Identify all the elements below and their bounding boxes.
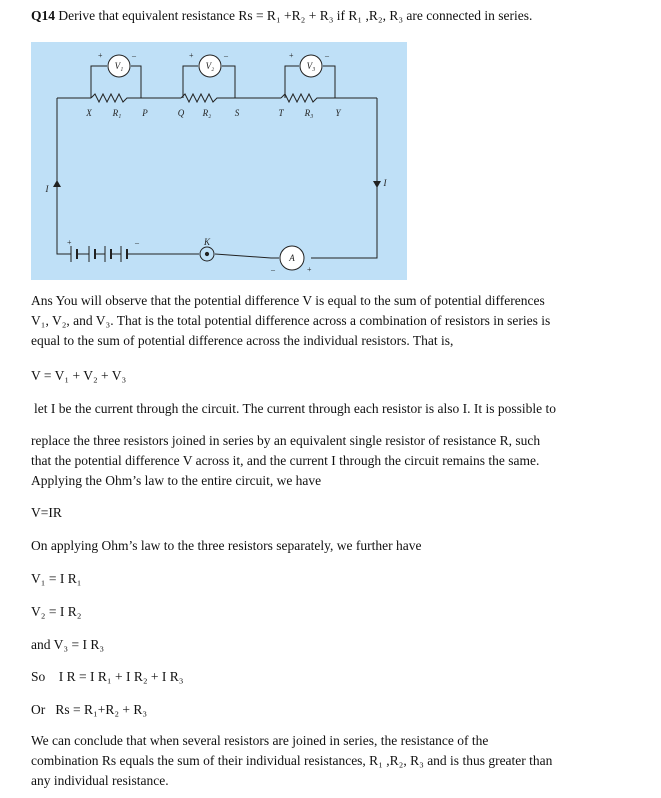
paragraph-line: replace the three resistors joined in series by an equivalent single resistor of resistance R, such bbox=[31, 433, 541, 448]
resistor-3-label: R₃ bbox=[304, 108, 314, 118]
ammeter-label: A bbox=[289, 253, 295, 263]
equation-v3: and V₃ = I R₃ bbox=[31, 637, 105, 652]
right-wire bbox=[311, 98, 377, 258]
question-text: Derive that equivalent resistance Rs = R₁ +R₂ + R₃ if R₁ ,R₂, R₃ are connected in series. bbox=[58, 8, 533, 23]
resistor-1 bbox=[91, 94, 151, 102]
equation-sum-row bbox=[31, 667, 183, 687]
conclusion-paragraph bbox=[31, 731, 552, 791]
point-t-label: T bbox=[278, 108, 284, 118]
resistor-2 bbox=[181, 94, 243, 102]
resistor-1-label: R₁ bbox=[112, 108, 122, 118]
current-arrowhead-left bbox=[53, 180, 61, 187]
equivalent-paragraph bbox=[31, 431, 540, 491]
battery-plus: + bbox=[67, 238, 72, 247]
equation-ir-sum: I R = I R₁ + I R₂ + I R₃ bbox=[58, 669, 184, 684]
resistor-3 bbox=[281, 94, 347, 102]
equation-prefix-or: Or bbox=[31, 702, 46, 717]
voltmeter-1-minus: – bbox=[132, 51, 136, 60]
key-dot bbox=[205, 252, 208, 255]
answer-line: V₁, V₂, and V₃. That is the total potential difference across a combination of resistors in series is bbox=[31, 313, 551, 328]
equation-result-row bbox=[31, 700, 147, 720]
paragraph-line: that the potential difference V across it, and the current I through the circuit remains the same. bbox=[31, 453, 540, 468]
battery-minus: – bbox=[135, 238, 139, 247]
voltmeter-1-plus: + bbox=[98, 51, 103, 60]
battery-icon bbox=[71, 246, 141, 262]
circuit-diagram bbox=[31, 42, 407, 280]
equation-v2: V₂ = I R₂ bbox=[31, 604, 82, 619]
voltmeter-2-minus: – bbox=[224, 51, 228, 60]
voltmeter-3-lead-right bbox=[323, 66, 335, 98]
voltmeter-2-label: V₂ bbox=[205, 61, 215, 71]
voltmeter-3-lead-left bbox=[285, 66, 299, 98]
point-s-label: S bbox=[234, 108, 240, 118]
conclusion-line: any individual resistance. bbox=[31, 773, 169, 788]
wire-key-ammeter bbox=[215, 254, 279, 258]
equation-v-sum: V = V₁ + V₂ + V₃ bbox=[31, 368, 127, 383]
circuit-svg bbox=[31, 42, 407, 280]
voltmeter-3-label: V₃ bbox=[306, 61, 316, 71]
current-label-left: I bbox=[45, 184, 49, 194]
equation-prefix-so: So bbox=[31, 669, 46, 684]
answer-line: Ans You will observe that the potential difference V is equal to the sum of potential differences bbox=[31, 293, 545, 308]
current-label-right: I bbox=[383, 178, 387, 188]
voltmeter-3-plus: + bbox=[289, 51, 294, 60]
question bbox=[31, 8, 532, 24]
conclusion-line: We can conclude that when several resistors are joined in series, the resistance of the bbox=[31, 733, 489, 748]
voltmeter-2-plus: + bbox=[189, 51, 194, 60]
voltmeter-3-minus: – bbox=[325, 51, 329, 60]
voltmeter-1-lead-right bbox=[131, 66, 141, 98]
point-p-label: P bbox=[142, 108, 148, 118]
point-x-label: X bbox=[86, 108, 92, 118]
point-y-label: Y bbox=[335, 108, 341, 118]
point-q-label: Q bbox=[177, 108, 185, 118]
conclusion-line: combination Rs equals the sum of their individual resistances, R₁ ,R₂, R₃ and is thus greater than bbox=[31, 753, 553, 768]
voltmeter-2-lead-left bbox=[183, 66, 198, 98]
key-label: K bbox=[203, 237, 211, 247]
equation-v1: V₁ = I R₁ bbox=[31, 571, 82, 586]
current-paragraph: let I be the current through the circuit. The current through each resistor is also I. It is possible to bbox=[34, 401, 556, 416]
equation-rs-sum: Rs = R₁+R₂ + R₃ bbox=[55, 702, 148, 717]
ohms-law-paragraph: On applying Ohm’s law to the three resistors separately, we further have bbox=[31, 538, 422, 553]
current-arrowhead-right bbox=[373, 181, 381, 188]
ammeter-plus: + bbox=[307, 265, 312, 274]
answer-line: equal to the sum of potential difference across the individual resistors. That is, bbox=[31, 333, 454, 348]
question-number: Q14 bbox=[31, 8, 56, 23]
answer-intro bbox=[31, 291, 550, 351]
voltmeter-1-lead-left bbox=[91, 66, 107, 98]
resistor-2-label: R₂ bbox=[202, 108, 212, 118]
equation-ohms-law: V=IR bbox=[31, 505, 62, 520]
left-wire bbox=[57, 98, 71, 254]
paragraph-line: Applying the Ohm’s law to the entire circuit, we have bbox=[31, 473, 322, 488]
ammeter-minus: – bbox=[271, 265, 275, 274]
voltmeter-1-label: V₁ bbox=[114, 61, 124, 71]
voltmeter-2-lead-right bbox=[222, 66, 235, 98]
